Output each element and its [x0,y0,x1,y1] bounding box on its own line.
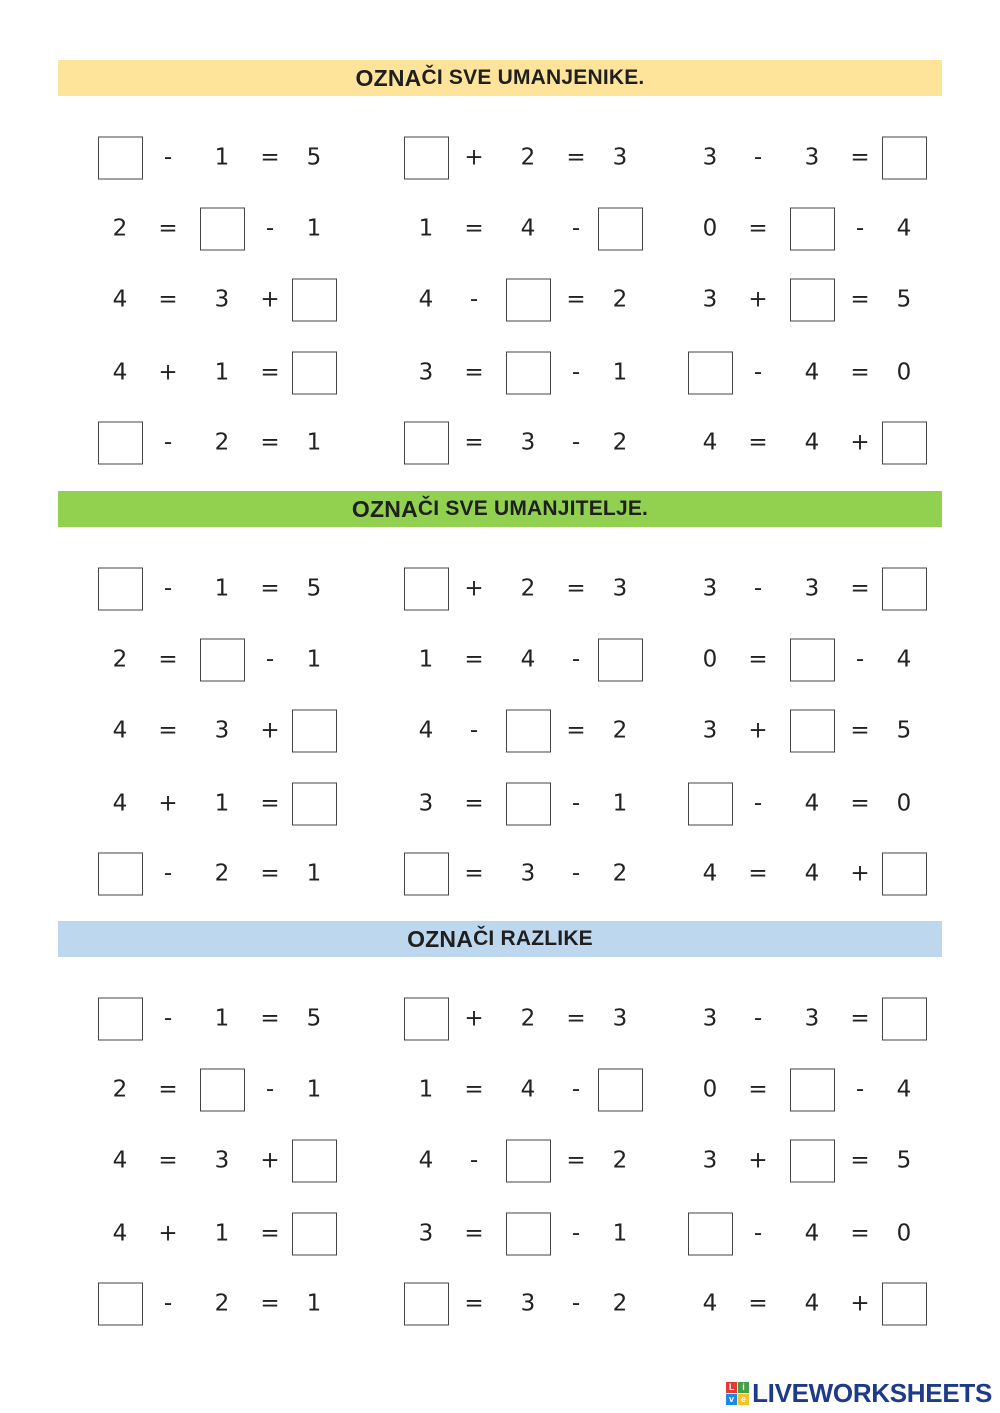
number: 4 [520,1076,536,1103]
equation-s2-12 [688,779,968,829]
operator: = [260,1005,280,1032]
equation-s1-1 [98,133,378,183]
equation-s1-3 [688,133,968,183]
answer-box[interactable] [790,639,835,682]
number: 1 [418,215,434,242]
operator: + [748,1147,768,1174]
answer-box[interactable] [882,998,927,1041]
operator: - [753,1005,763,1032]
operator: = [748,429,768,456]
answer-box[interactable] [506,279,551,322]
number: 0 [702,646,718,673]
equation-s2-3 [688,564,968,614]
operator: = [464,860,484,887]
number: 3 [804,575,820,602]
equation-s2-10 [98,779,378,829]
operator: = [748,860,768,887]
number: 4 [702,1290,718,1317]
operator: = [748,1290,768,1317]
operator: + [158,790,178,817]
operator: = [158,717,178,744]
number: 4 [520,215,536,242]
operator: = [260,144,280,171]
logo-mark-i: i [738,1382,749,1393]
number: 4 [804,1220,820,1247]
equation-s1-2 [404,133,684,183]
operator: - [753,1220,763,1247]
number: 0 [702,215,718,242]
answer-box[interactable] [506,352,551,395]
operator: - [163,1290,173,1317]
answer-box[interactable] [688,352,733,395]
equation-s3-12 [688,1209,968,1259]
operator: - [469,717,479,744]
number: 4 [520,646,536,673]
number: 2 [214,860,230,887]
number: 4 [418,1147,434,1174]
liveworksheets-logo [726,1378,992,1408]
number: 4 [896,215,912,242]
operator: = [566,144,586,171]
number: 1 [214,790,230,817]
operator: - [571,215,581,242]
number: 5 [306,575,322,602]
operator: = [158,646,178,673]
equation-s2-9 [688,706,968,756]
equation-s2-5 [404,635,684,685]
operator: = [464,1076,484,1103]
answer-box[interactable] [882,568,927,611]
logo-mark-e: e [738,1394,749,1405]
number: 5 [896,286,912,313]
equation-s2-2 [404,564,684,614]
answer-box[interactable] [790,710,835,753]
equation-s2-11 [404,779,684,829]
section-title-prefix: OZNA [355,64,422,91]
operator: + [260,717,280,744]
operator: = [850,1005,870,1032]
equation-s2-13 [98,849,378,899]
number: 3 [804,144,820,171]
operator: = [464,790,484,817]
section-title-1 [58,60,942,96]
number: 3 [612,575,628,602]
operator: = [260,1290,280,1317]
operator: - [855,646,865,673]
number: 2 [112,215,128,242]
number: 4 [896,1076,912,1103]
operator: = [850,717,870,744]
answer-box[interactable] [882,853,927,896]
answer-box[interactable] [506,710,551,753]
number: 5 [306,1005,322,1032]
equation-s2-8 [404,706,684,756]
number: 1 [306,215,322,242]
number: 1 [214,1005,230,1032]
answer-box[interactable] [292,1213,337,1256]
number: 2 [612,860,628,887]
operator: = [850,1147,870,1174]
operator: + [464,144,484,171]
number: 4 [112,1220,128,1247]
number: 2 [612,1147,628,1174]
answer-box[interactable] [598,639,643,682]
number: 1 [612,359,628,386]
operator: + [748,286,768,313]
answer-box[interactable] [404,422,449,465]
answer-box[interactable] [98,998,143,1041]
operator: = [464,646,484,673]
answer-box[interactable] [292,352,337,395]
operator: = [464,359,484,386]
operator: - [163,575,173,602]
equation-s1-4 [98,204,378,254]
answer-box[interactable] [404,568,449,611]
equation-s3-9 [688,1136,968,1186]
answer-box[interactable] [404,998,449,1041]
operator: = [566,575,586,602]
equation-s3-13 [98,1279,378,1329]
operator: - [855,1076,865,1103]
answer-box[interactable] [506,1140,551,1183]
answer-box[interactable] [404,137,449,180]
operator: - [753,575,763,602]
number: 3 [418,1220,434,1247]
answer-box[interactable] [404,853,449,896]
operator: = [850,1220,870,1247]
section-title-prefix: OZNA [407,925,474,952]
number: 1 [418,646,434,673]
answer-box[interactable] [688,783,733,826]
number: 3 [214,1147,230,1174]
operator: + [158,1220,178,1247]
section-title-prefix: OZNA [351,495,418,522]
operator: - [571,790,581,817]
equation-s3-11 [404,1209,684,1259]
equation-s3-3 [688,994,968,1044]
number: 1 [306,429,322,456]
answer-box[interactable] [598,208,643,251]
number: 3 [520,1290,536,1317]
equation-s3-15 [688,1279,968,1329]
equation-s3-6 [688,1065,968,1115]
operator: - [265,215,275,242]
number: 4 [804,790,820,817]
number: 1 [214,359,230,386]
equation-s2-14 [404,849,684,899]
operator: = [850,286,870,313]
operator: - [163,429,173,456]
answer-box[interactable] [598,1069,643,1112]
operator: = [566,717,586,744]
number: 2 [214,1290,230,1317]
operator: - [469,286,479,313]
number: 1 [612,1220,628,1247]
answer-box[interactable] [790,1069,835,1112]
operator: - [265,1076,275,1103]
number: 3 [418,359,434,386]
equation-s3-7 [98,1136,378,1186]
operator: - [265,646,275,673]
number: 4 [804,1290,820,1317]
operator: - [753,790,763,817]
answer-box[interactable] [292,783,337,826]
operator: = [260,429,280,456]
equation-s3-2 [404,994,684,1044]
answer-box[interactable] [98,137,143,180]
answer-box[interactable] [790,1140,835,1183]
number: 3 [702,575,718,602]
operator: - [163,860,173,887]
number: 2 [112,646,128,673]
number: 2 [612,717,628,744]
logo-mark-l: L [726,1382,737,1393]
number: 2 [520,1005,536,1032]
operator: = [464,1290,484,1317]
equation-s1-7 [98,275,378,325]
operator: = [850,144,870,171]
equation-s1-8 [404,275,684,325]
equation-s2-7 [98,706,378,756]
operator: + [748,717,768,744]
equation-s3-8 [404,1136,684,1186]
operator: - [571,1076,581,1103]
operator: = [158,1147,178,1174]
operator: - [571,860,581,887]
operator: - [163,144,173,171]
number: 3 [214,286,230,313]
answer-box[interactable] [404,1283,449,1326]
operator: - [571,429,581,456]
number: 2 [612,429,628,456]
number: 5 [896,717,912,744]
number: 4 [804,359,820,386]
section-title-rest: ČI RAZLIKE [473,927,593,950]
operator: = [260,860,280,887]
answer-box[interactable] [790,279,835,322]
operator: - [855,215,865,242]
operator: = [850,359,870,386]
number: 4 [418,717,434,744]
operator: - [163,1005,173,1032]
number: 3 [804,1005,820,1032]
number: 0 [896,790,912,817]
operator: = [566,1005,586,1032]
number: 4 [112,790,128,817]
logo-mark-v: v [726,1394,737,1405]
operator: = [850,575,870,602]
equation-s3-4 [98,1065,378,1115]
equation-s1-6 [688,204,968,254]
operator: = [158,1076,178,1103]
operator: + [850,1290,870,1317]
operator: - [571,646,581,673]
number: 1 [214,144,230,171]
logo-mark-icon [726,1382,749,1405]
equation-s2-4 [98,635,378,685]
equation-s1-9 [688,275,968,325]
number: 1 [418,1076,434,1103]
number: 3 [520,429,536,456]
number: 4 [418,286,434,313]
answer-box[interactable] [98,568,143,611]
operator: - [571,1290,581,1317]
section-title-rest: ČI SVE UMANJITELJE. [417,497,649,520]
number: 0 [896,359,912,386]
answer-box[interactable] [882,137,927,180]
answer-box[interactable] [98,853,143,896]
equation-s1-12 [688,348,968,398]
number: 2 [520,144,536,171]
number: 4 [702,860,718,887]
number: 3 [612,144,628,171]
number: 1 [214,575,230,602]
equation-s3-14 [404,1279,684,1329]
equation-s3-5 [404,1065,684,1115]
answer-box[interactable] [292,279,337,322]
answer-box[interactable] [688,1213,733,1256]
operator: = [566,286,586,313]
number: 5 [896,1147,912,1174]
equation-s2-1 [98,564,378,614]
equation-s2-15 [688,849,968,899]
answer-box[interactable] [882,1283,927,1326]
number: 4 [804,860,820,887]
operator: + [260,286,280,313]
number: 1 [306,1076,322,1103]
number: 3 [702,1005,718,1032]
operator: + [850,860,870,887]
number: 1 [306,646,322,673]
operator: + [260,1147,280,1174]
equation-s1-14 [404,418,684,468]
equation-s1-15 [688,418,968,468]
number: 4 [112,717,128,744]
section-title-3 [58,921,942,957]
number: 1 [612,790,628,817]
number: 0 [702,1076,718,1103]
equation-s1-10 [98,348,378,398]
number: 5 [306,144,322,171]
number: 2 [612,1290,628,1317]
number: 0 [896,1220,912,1247]
equation-s3-1 [98,994,378,1044]
number: 3 [214,717,230,744]
number: 3 [520,860,536,887]
equation-s1-13 [98,418,378,468]
answer-box[interactable] [506,783,551,826]
number: 4 [804,429,820,456]
answer-box[interactable] [292,710,337,753]
operator: - [753,144,763,171]
number: 3 [418,790,434,817]
number: 3 [702,286,718,313]
equation-s2-6 [688,635,968,685]
operator: - [571,359,581,386]
equation-s3-10 [98,1209,378,1259]
operator: = [260,575,280,602]
number: 4 [112,359,128,386]
answer-box[interactable] [790,208,835,251]
operator: = [260,790,280,817]
number: 1 [306,860,322,887]
number: 2 [520,575,536,602]
number: 4 [112,1147,128,1174]
section-title-rest: ČI SVE UMANJENIKE. [421,66,645,89]
number: 4 [112,286,128,313]
operator: = [566,1147,586,1174]
operator: = [748,646,768,673]
number: 1 [306,1290,322,1317]
number: 3 [702,144,718,171]
operator: + [158,359,178,386]
equation-s1-5 [404,204,684,254]
answer-box[interactable] [200,639,245,682]
operator: + [850,429,870,456]
operator: + [464,1005,484,1032]
answer-box[interactable] [506,1213,551,1256]
answer-box[interactable] [882,422,927,465]
number: 2 [612,286,628,313]
number: 4 [702,429,718,456]
operator: = [260,359,280,386]
operator: - [469,1147,479,1174]
answer-box[interactable] [292,1140,337,1183]
number: 3 [702,1147,718,1174]
operator: = [748,215,768,242]
number: 2 [112,1076,128,1103]
number: 1 [214,1220,230,1247]
answer-box[interactable] [98,422,143,465]
logo-text: LIVEWORKSHEETS [752,1377,992,1408]
operator: = [748,1076,768,1103]
operator: - [753,359,763,386]
operator: = [158,286,178,313]
operator: = [158,215,178,242]
operator: + [464,575,484,602]
number: 3 [612,1005,628,1032]
section-title-2 [58,491,942,527]
number: 4 [896,646,912,673]
answer-box[interactable] [200,208,245,251]
number: 3 [702,717,718,744]
equation-s1-11 [404,348,684,398]
number: 2 [214,429,230,456]
operator: = [850,790,870,817]
operator: = [464,1220,484,1247]
operator: = [260,1220,280,1247]
operator: - [571,1220,581,1247]
answer-box[interactable] [98,1283,143,1326]
operator: = [464,429,484,456]
answer-box[interactable] [200,1069,245,1112]
operator: = [464,215,484,242]
